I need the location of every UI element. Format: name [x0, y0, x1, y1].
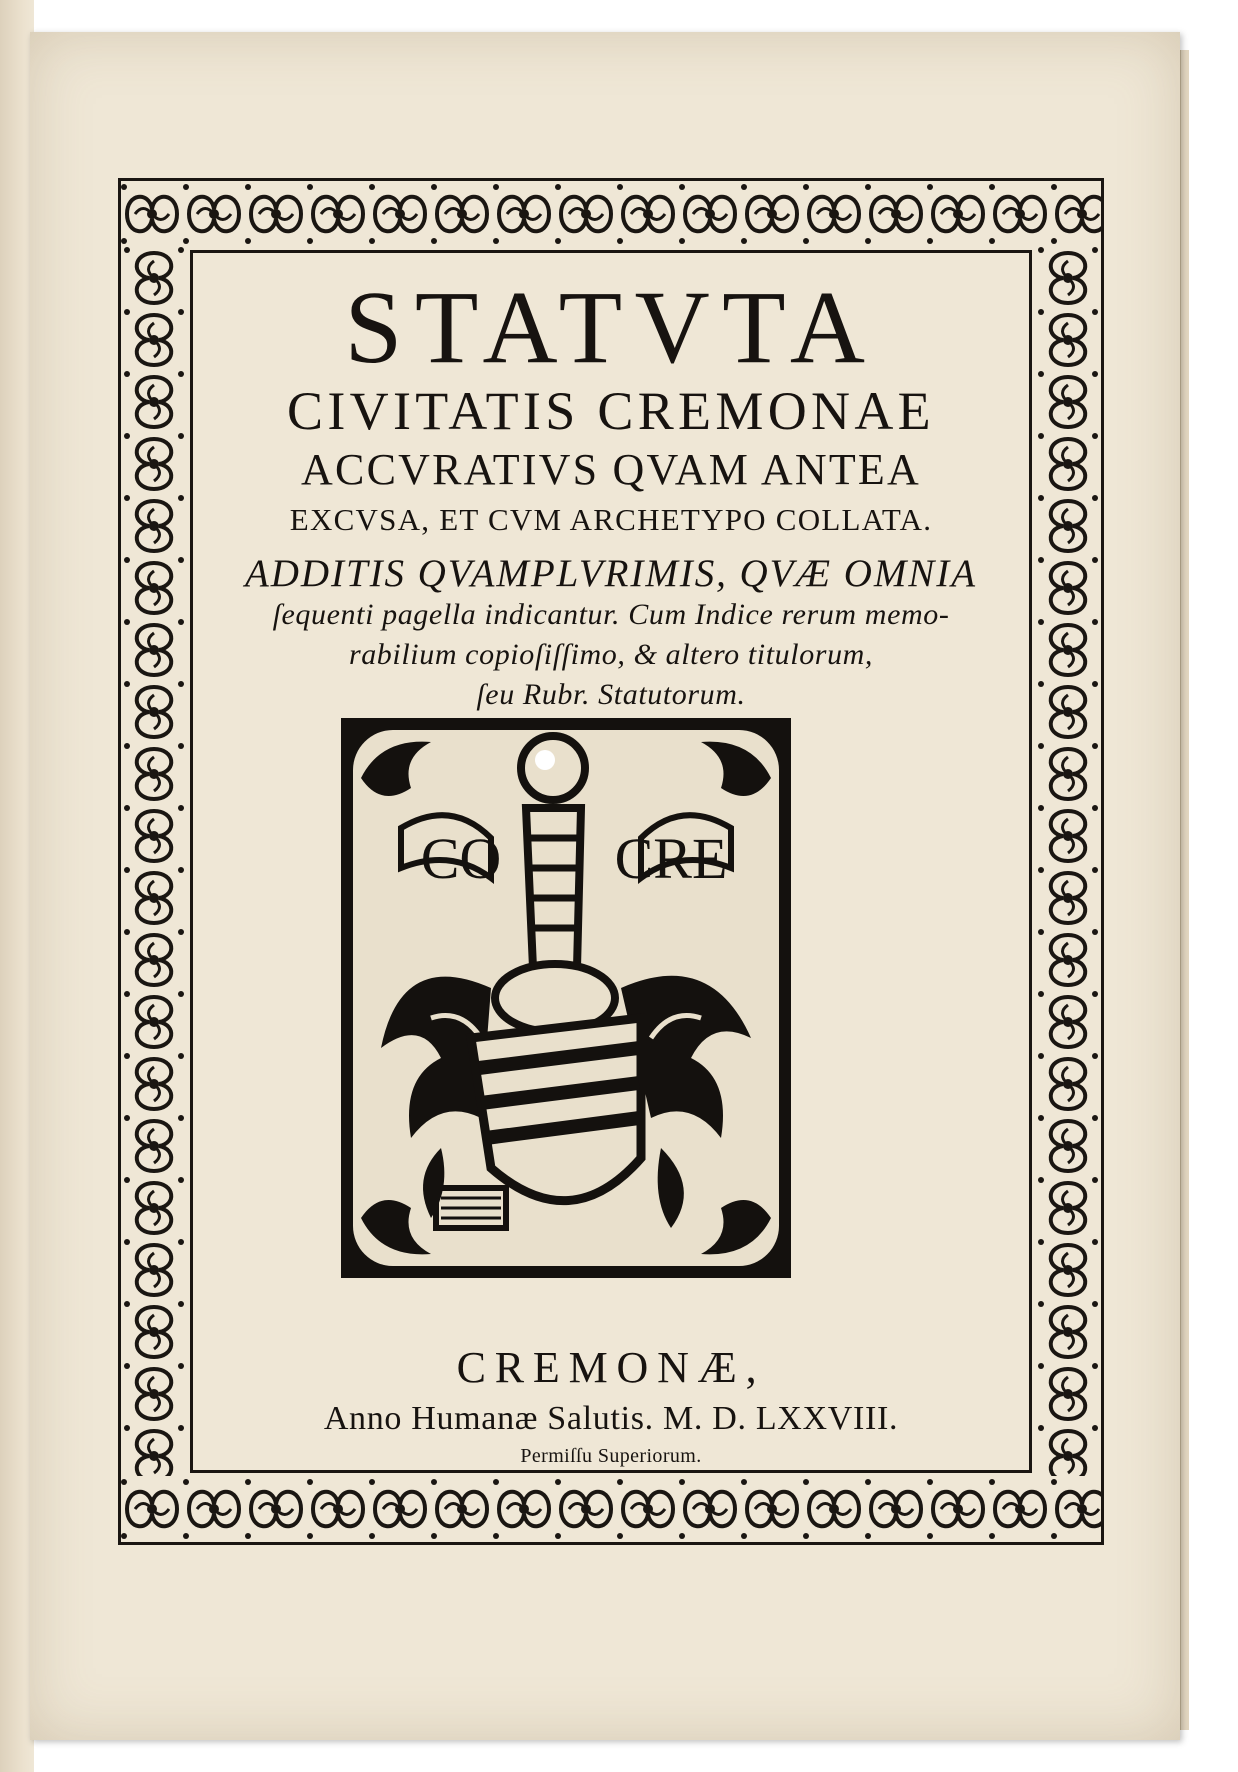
title-page-content	[196, 256, 1026, 1466]
coat-of-arms-icon	[341, 718, 791, 1278]
subtitle-line-seu-rubr: ſeu Rubr. Statutorum.	[476, 678, 746, 711]
subtitle-line-rabilium: rabilium copioſiſſimo, & altero titulorum,	[348, 638, 874, 671]
title-statuta: STATVTA	[344, 270, 878, 385]
subtitle-line-sequenti: ſequenti pagella indicantur. Cum Indice rerum memo-	[272, 598, 950, 631]
title-accuratius: ACCVRATIVS QVAM ANTEA	[301, 445, 921, 494]
book-gutter	[0, 0, 34, 1772]
coat-of-arms-woodcut	[341, 718, 791, 1278]
title-excusa: EXCVSA, ET CVM ARCHETYPO COLLATA.	[289, 502, 933, 537]
ornament-band-top	[121, 181, 1101, 247]
page-edge	[1180, 50, 1189, 1730]
imprint-year: Anno Humanæ Salutis. M. D. LXXVIII.	[323, 1400, 899, 1437]
imprint-permission: Permiſſu Superiorum.	[520, 1445, 702, 1467]
ornament-band-bottom	[121, 1476, 1101, 1542]
ornament-band-left	[121, 247, 187, 1476]
imprint-place: CREMONÆ,	[456, 1343, 766, 1392]
subtitle-additis: ADDITIS QVAMPLVRIMIS, QVÆ OMNIA	[245, 552, 977, 595]
device-label-co: CO	[420, 826, 502, 891]
title-civitatis: CIVITATIS CREMONAE	[287, 381, 935, 441]
ornament-band-right	[1035, 247, 1101, 1476]
device-label-cre: CRE	[614, 826, 728, 891]
